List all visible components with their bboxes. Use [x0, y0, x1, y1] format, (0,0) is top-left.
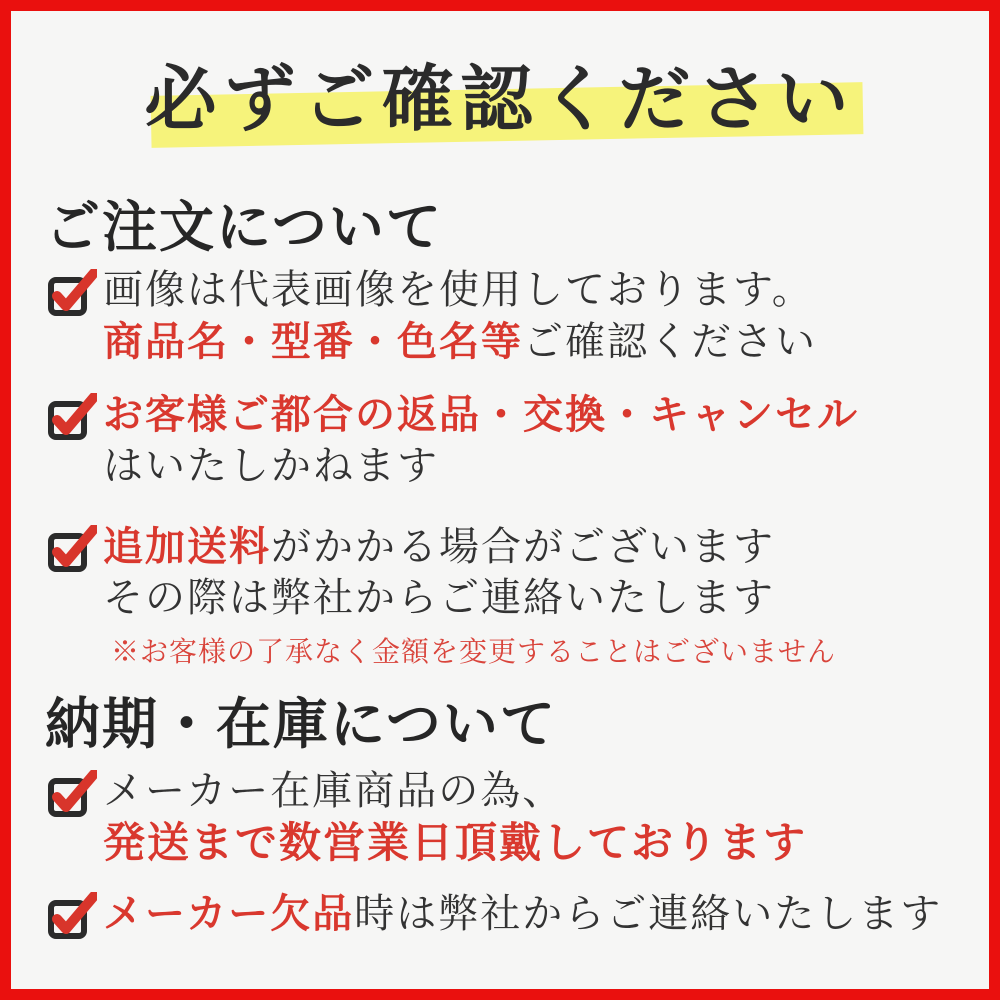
page-title: 必ずご確認ください	[144, 56, 856, 141]
notice-line: 画像は代表画像を使用しております。	[103, 267, 814, 313]
checked-checkbox-icon	[47, 770, 97, 818]
section-heading-orders: ご注文について	[45, 194, 443, 259]
notice-item-text	[103, 766, 807, 870]
notice-footnote: ※お客様の了承なく金額を変更することはございません	[111, 635, 837, 668]
checked-checkbox-icon	[47, 393, 97, 441]
notice-item-out-of-stock	[47, 888, 942, 940]
notice-line: お客様ご都合の返品・交換・キャンセル	[103, 391, 859, 438]
page-title-block	[11, 49, 989, 159]
notice-item-extra-shipping	[47, 521, 836, 668]
notice-line: メーカー在庫商品の為、	[103, 768, 565, 814]
notice-item-text	[103, 265, 817, 368]
notice-line: 発送まで数営業日頂戴しております	[103, 818, 808, 867]
notice-item-manufacturer-stock	[47, 766, 807, 870]
notice-line: その際は弊社からご連絡いたします	[103, 575, 775, 621]
checked-checkbox-icon	[47, 525, 97, 573]
notice-item-representative-image	[47, 265, 817, 368]
section-heading-delivery: 納期・在庫について	[45, 691, 557, 756]
notice-item-text	[103, 888, 942, 940]
notice-item-text	[103, 521, 836, 668]
checked-checkbox-icon	[47, 892, 97, 940]
notice-line: 追加送料がかかる場合がございます	[103, 523, 775, 570]
notice-line: メーカー欠品時は弊社からご連絡いたします	[103, 890, 943, 937]
checked-checkbox-icon	[47, 269, 97, 317]
notice-line: はいたしかねます	[103, 443, 439, 489]
notice-item-text	[103, 389, 859, 492]
notice-item-returns	[47, 389, 859, 492]
notice-line: 商品名・型番・色名等ご確認ください	[103, 318, 817, 365]
